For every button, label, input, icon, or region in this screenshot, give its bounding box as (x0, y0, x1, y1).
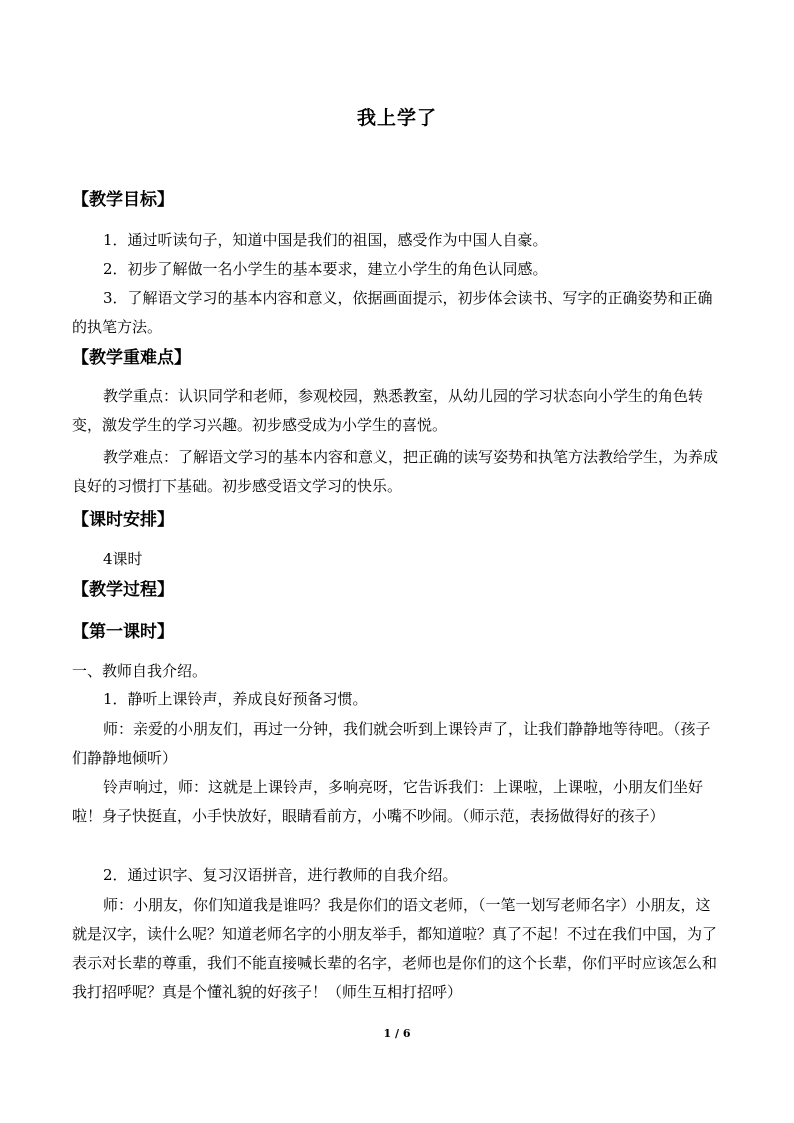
difficulty-paragraph: 教学难点：了解语文学习的基本内容和意义，把正确的读写姿势和执笔方法教给学生，为养成良好的习惯打下基础。初步感受语文学习的快乐。 (72, 448, 719, 495)
goal-1: 1．通过听读句子，知道中国是我们的祖国，感受作为中国人自豪。 (103, 231, 548, 249)
heading-teaching-goals: 【教学目标】 (72, 190, 174, 210)
dialogue-paragraph-3: 师：小朋友，你们知道我是谁吗？我是你们的语文老师，（一笔一划写老师名字）小朋友，这就是汉字，读什么呢？知道老师名字的小朋友举手，都知道啦？真了不起！不过在我们中国，为了表示对长辈的尊重，我们不能直接喊长辈的名字，老师也是你们的这个长辈，你们平时应该怎么和我打招呼呢？真是个懂礼貌的好孩子！（师生互相打招呼） (72, 896, 718, 1001)
goal-2: 2．初步了解做一名小学生的基本要求，建立小学生的角色认同感。 (103, 260, 548, 278)
heading-schedule: 【课时安排】 (72, 510, 174, 530)
sub-step-2: 2．通过识字、复习汉语拼音，进行教师的自我介绍。 (103, 866, 458, 884)
page-number: 1 / 6 (383, 1027, 411, 1040)
dialogue-paragraph-2: 铃声响过，师：这就是上课铃声，多响亮呀，它告诉我们：上课啦，上课啦，小朋友们坐好啦！身子快挺直，小手快放好，眼睛看前方，小嘴不吵闹。（师示范，表扬做得好的孩子） (72, 778, 704, 825)
page-title: 我上学了 (356, 107, 437, 129)
hours-text: 4课时 (103, 550, 143, 568)
goal-3: 3．了解语文学习的基本内容和意义，依据画面提示，初步体会读书、写字的正确姿势和正确的执笔方法。 (72, 289, 713, 336)
key-point-paragraph: 教学重点：认识同学和老师，参观校园，熟悉教室，从幼儿园的学习状态向小学生的角色转变，激发学生的学习兴趣。初步感受成为小学生的喜悦。 (72, 387, 704, 434)
heading-process: 【教学过程】 (72, 580, 174, 600)
heading-lesson-1: 【第一课时】 (72, 622, 174, 642)
heading-key-points: 【教学重难点】 (72, 348, 191, 368)
step-1: 一、教师自我介绍。 (72, 662, 208, 680)
dialogue-paragraph-1: 师：亲爱的小朋友们，再过一分钟，我们就会听到上课铃声了，让我们静静地等待吧。（孩子们静静地倾听） (72, 720, 711, 767)
sub-step-1: 1．静听上课铃声，养成良好预备习惯。 (103, 690, 368, 708)
